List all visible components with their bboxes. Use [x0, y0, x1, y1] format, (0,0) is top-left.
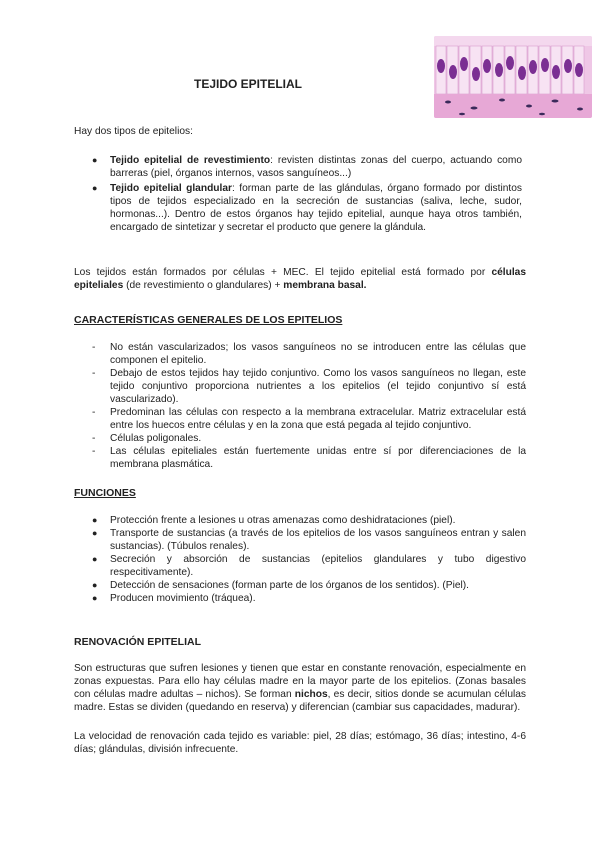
dash-icon: - [92, 446, 96, 457]
epithelium-types-list [92, 154, 523, 234]
bullet-icon: ● [92, 183, 98, 193]
bullet-icon: ● [92, 580, 98, 590]
bullet-icon: ● [92, 554, 98, 564]
list-item: - Debajo de estos tejidos hay tejido conjuntivo. Como los vasos sanguíneos no llegan, este tejido conjuntivo proporciona nutrientes a los epitelios (el tejido conjuntivo sí está vascularizado). [92, 368, 526, 405]
epithelium-micrograph [434, 36, 592, 118]
renewal-speed-paragraph: La velocidad de renovación cada tejido es variable: piel, 28 días; estómago, 36 días; intestino, 4-6 días; glándulas, división infrecuente. [74, 731, 526, 755]
dash-icon: - [92, 342, 96, 353]
functions-list [92, 514, 526, 605]
type-description: : revisten distintas zonas del cuerpo, actuando como barreras (piel, órganos internos, vasos sanguíneos...) [110, 155, 523, 179]
list-item: - Las células epiteliales están fuertemente unidas entre sí por diferenciaciones de la membrana plasmática. [92, 446, 526, 470]
functions-heading: FUNCIONES [74, 487, 136, 499]
list-item: ● Protección frente a lesiones u otras amenazas como deshidrataciones (piel). [92, 515, 456, 526]
characteristics-heading: CARACTERÍSTICAS GENERALES DE LOS EPITELIOS [74, 314, 343, 326]
type-name: Tejido epitelial de revestimiento [110, 155, 271, 166]
page-title: TEJIDO EPITELIAL [194, 77, 303, 91]
dash-icon: - [92, 433, 96, 444]
list-item: ● Transporte de sustancias (a través de los epitelios de los vasos sanguíneos entran y salen sustancias). (Túbulos renales). [92, 528, 526, 552]
composition-paragraph: Los tejidos están formados por células + MEC. El tejido epitelial está formado por células epiteliales (de revestimiento o glandulares) + membrana basal. [74, 267, 526, 291]
characteristics-list [92, 341, 526, 471]
renewal-paragraph: Son estructuras que sufren lesiones y tienen que estar en constante renovación, especialmente en zonas expuestas. Para ello hay células madre en la mayor parte de los epitelios. (Zonas basales con células madre adultas – nichos). Se forman nichos, es decir, sitios donde se acumulan células madre. Estas se dividen (quedando en reserva) y diferencian (cambiar sus capacidades, madurar). [74, 663, 527, 713]
bullet-icon: ● [92, 593, 98, 603]
bullet-icon: ● [92, 515, 98, 525]
list-item: ● Producen movimiento (tráquea). [92, 593, 256, 604]
list-item [92, 154, 523, 180]
list-item: ● Detección de sensaciones (forman parte de los órganos de los sentidos). (Piel). [92, 580, 470, 591]
list-item: - Células poligonales. [92, 433, 202, 444]
list-item [92, 182, 522, 234]
list-item: ● Secreción y absorción de sustancias (epitelios glandulares y tubo digestivo respecitivamente). [92, 554, 526, 578]
list-item: - Predominan las células con respecto a la membrana extracelular. Matriz extracelular está entre los huecos entre células y en la zona que está pegada al tejido conjuntivo. [92, 407, 526, 431]
renewal-heading: RENOVACIÓN EPITELIAL [74, 636, 201, 648]
dash-icon: - [92, 368, 96, 379]
intro-text: Hay dos tipos de epitelios: [74, 126, 193, 137]
list-item: - No están vascularizados; los vasos sanguíneos no se introducen entre las células que componen el epitelio. [92, 342, 526, 366]
bullet-icon: ● [92, 155, 98, 165]
type-name: Tejido epitelial glandular [110, 183, 232, 194]
bullet-icon: ● [92, 528, 98, 538]
type-description: : forman parte de las glándulas, órgano formado por distintos tipos de tejidos especializado en la secreción de sustancias (saliva, leche, sudor, hormonas...). Dentro de estos órganos hay tejido epitelial, aunque haya otros también, encargado de sintetizar y secretar el producto que genere la glándula. [110, 183, 522, 233]
dash-icon: - [92, 407, 96, 418]
